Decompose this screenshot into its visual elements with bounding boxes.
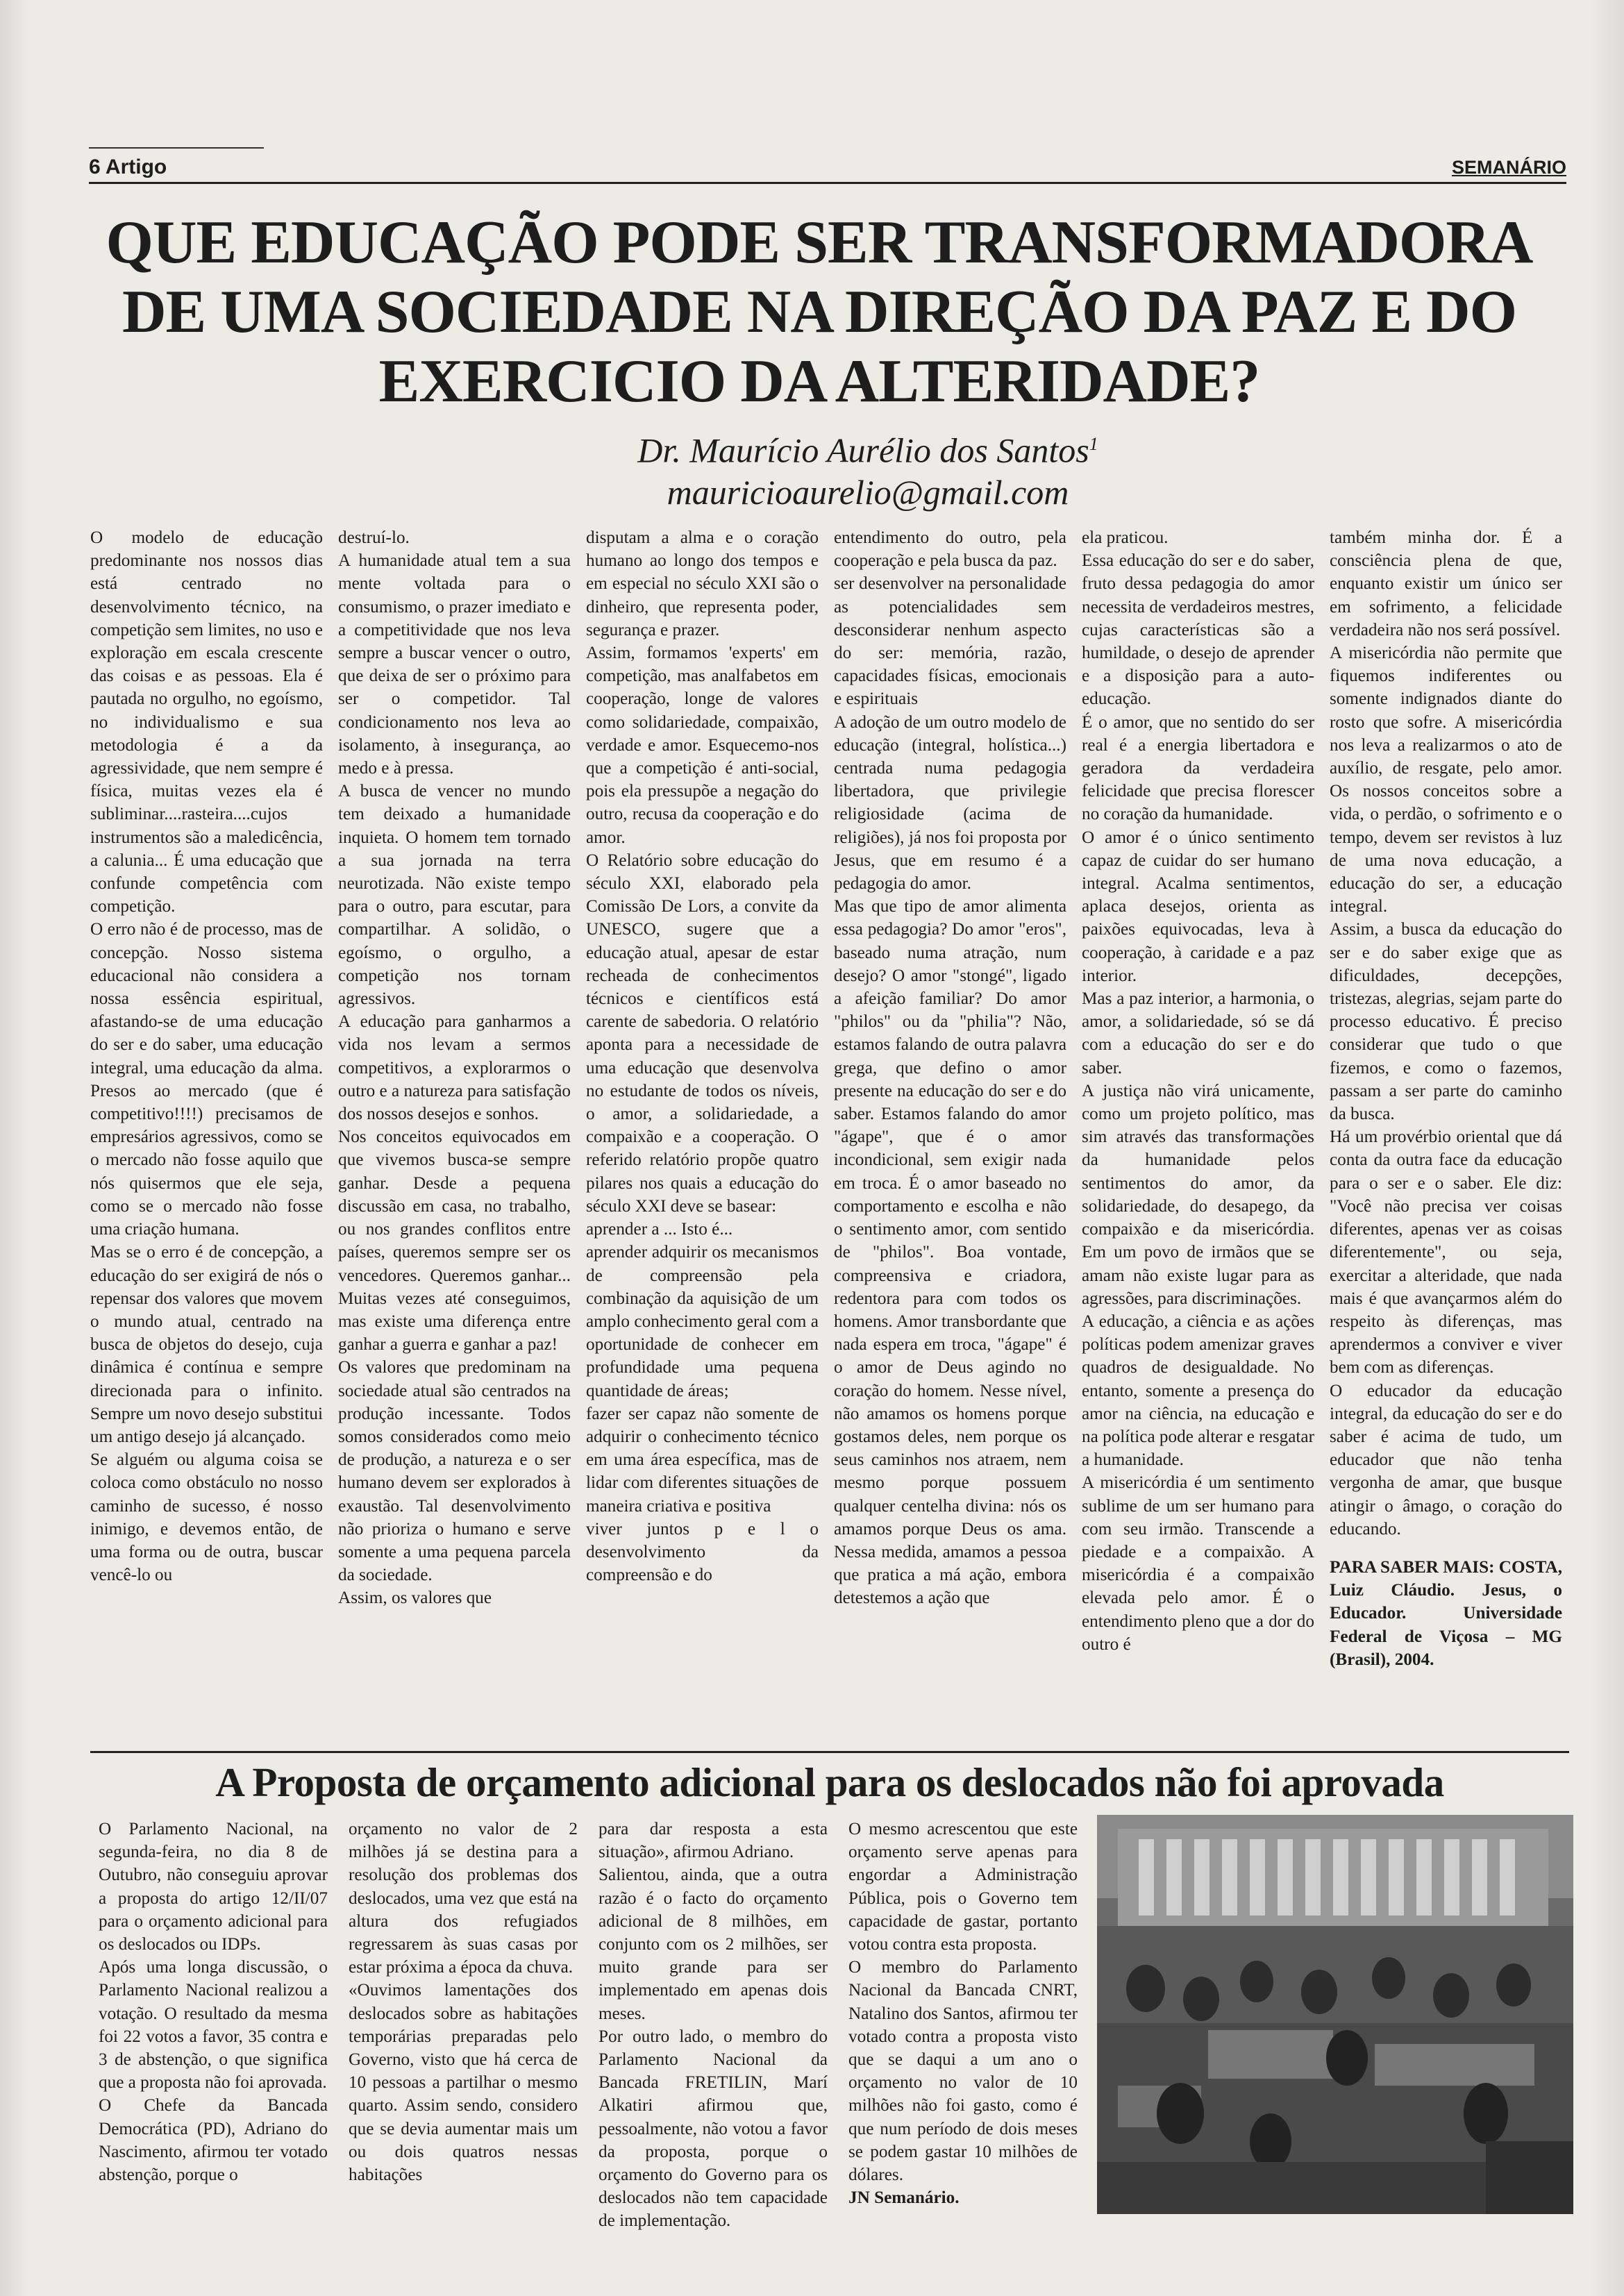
article2-column-3 bbox=[598, 1818, 828, 2234]
paragraph: Assim, os valores que bbox=[338, 1589, 492, 1608]
article2-signature: JN Semanário. bbox=[848, 2188, 960, 2208]
paragraph: A misericórdia é um sentimento sublime de um ser humano para com seu irmão. Transcende a piedade e a compaixão. A misericórdia é a compaixão elevada pelo amor. É o entendimento pleno que a dor do outro é bbox=[1082, 1473, 1314, 1654]
paragraph: Essa educação do ser e do saber, fruto dessa pedagogia do amor necessita de verdadeiros mestres, cujas características são a humildade, o desejo de aprender e a disposição para a auto-educação. bbox=[1082, 551, 1314, 709]
article2-column-1 bbox=[99, 1818, 328, 2234]
author-email: mauricioaurelio@gmail.com bbox=[667, 472, 1069, 512]
paragraph: O Chefe da Bancada Democrática (PD), Adriano do Nascimento, afirmou ter votado abstenção, porque o bbox=[99, 2096, 328, 2185]
paragraph: A misericórdia não permite que fiquemos indiferentes ou somente indignados diante do rosto que sofre. A misericórdia nos leva a realizarmos o ato de auxílio, de resgate, pelo amor. Os nossos conceitos sobre a vida, o perdão, o sofrimento e o tempo, devem ser revistos à luz de uma nova educação, a educação do ser, a educação integral. bbox=[1330, 644, 1562, 916]
article-body bbox=[90, 526, 1573, 1745]
article-column-6 bbox=[1330, 526, 1562, 1745]
page-number-rule bbox=[89, 147, 264, 149]
reference-note bbox=[1330, 1556, 1562, 1671]
paragraph: Os valores que predominam na sociedade atual são centrados na produção incessante. Todos somos considerados como meio de produção, a natureza e o ser humano devem ser explorados à exaustão. Tal desenvolvimento não prioriza o humano e serve somente a uma pequena parcela da sociedade. bbox=[338, 1358, 571, 1585]
paragraph: O mesmo acrescentou que este orçamento serve apenas para engordar a Administração Pública, pois o Governo tem capacidade de gastar, portanto votou contra esta proposta. bbox=[848, 1820, 1078, 1954]
paragraph: Por outro lado, o membro do Parlamento Nacional da Bancada FRETILIN, Marí Alkatiri afirmou que, pessoalmente, não votou a favor da proposta, porque o orçamento do Governo para os deslocados não tem capacidade de implementação. bbox=[598, 2027, 828, 2231]
article2-column-2 bbox=[349, 1818, 578, 2234]
paragraph: O modelo de educação predominante nos nossos dias está centrado no desenvolvimento técnico, na competição sem limites, no uso e exploração em escala crescente das coisas e as pessoas. Ela é pautada no orgulho, no egoísmo, no individualismo e sua metodologia é a da agressividade, que nem sempre é física, muitas vezes ela é subliminar....rasteira....cujos instrumentos são a maledicência, a calunia... É uma educação que confunde competência com competição. bbox=[90, 528, 323, 916]
photo-illustration bbox=[1097, 1815, 1573, 2214]
paragraph: Após uma longa discussão, o Parlamento Nacional realizou a votação. O resultado da mesma foi 22 votos a favor, 35 contra e 3 de abstenção, o que significa que a proposta não foi aprovada. bbox=[99, 1958, 328, 2093]
paragraph: O amor é o único sentimento capaz de cuidar do ser humano integral. Acalma sentimentos, aplaca desejos, orienta as paixões equivocadas, leva à cooperação, à caridade e a paz interior. bbox=[1082, 828, 1314, 985]
byline bbox=[417, 424, 1319, 513]
paragraph: A adoção de um outro modelo de educação (integral, holística...) centrada numa pedagogia libertadora, que privilegie religiosidade (acima de religiões), já nos foi proposta por Jesus, que em resumo é a pedagogia do amor. bbox=[834, 712, 1066, 894]
paragraph: A humanidade atual tem a sua mente voltada para o consumismo, o prazer imediato e a competitividade que nos leva sempre a buscar vencer o outro, que deixa de ser o próximo para ser o competidor. Tal condicionamento nos leva ao isolamento, à insegurança, ao medo e à pressa. bbox=[338, 551, 571, 778]
section-divider bbox=[90, 1751, 1569, 1753]
paragraph: Mas a paz interior, a harmonia, o amor, a solidariedade, só se dá com a educação do ser e do saber. bbox=[1082, 989, 1314, 1078]
author-name: Dr. Maurício Aurélio dos Santos bbox=[637, 430, 1089, 470]
paragraph: destruí-lo. bbox=[338, 528, 410, 547]
article-column-5 bbox=[1082, 526, 1314, 1745]
paragraph: ela praticou. bbox=[1082, 528, 1169, 547]
paragraph: Se alguém ou alguma coisa se coloca como obstáculo no nosso caminho de sucesso, é nosso inimigo, e devemos então, de uma forma ou de outra, buscar vencê-lo ou bbox=[90, 1450, 323, 1585]
paragraph: A educação, a ciência e as ações políticas podem amenizar graves quadros de desigualdade. No entanto, somente a presença do amor na ciência, na educação e na política pode alterar e resgatar a humanidade. bbox=[1082, 1312, 1314, 1470]
page-header bbox=[89, 154, 1566, 183]
paragraph: também minha dor. É a consciência plena de que, enquanto existir um único ser em sofrimento, a felicidade verdadeira não nos será possível. bbox=[1330, 528, 1562, 639]
paragraph: para dar resposta a esta situação», afirmou Adriano. bbox=[598, 1820, 828, 1862]
paragraph: Mas se o erro é de concepção, a educação do ser exigirá de nós o repensar dos valores que movem o mundo atual, centrado na busca de objetos do desejo, cuja dinâmica é contínua e sempre direcionada para o infinito. Sempre um novo desejo substitui um antigo desejo já alcançado. bbox=[90, 1243, 323, 1446]
paragraph: aprender a ... Isto é... bbox=[586, 1220, 733, 1239]
headline-line: DE UMA SOCIEDADE NA DIREÇÃO DA PAZ E DO bbox=[122, 278, 1517, 346]
paragraph: orçamento no valor de 2 milhões já se destina para a resolução dos problemas dos deslocados, uma vez que está na altura dos refugiados regressarem às suas casas por estar próxima a época da chuva. bbox=[349, 1820, 578, 1977]
paragraph: disputam a alma e o coração humano ao longo dos tempos e em especial no século XXI são o dinheiro, que representa poder, segurança e prazer. bbox=[586, 528, 819, 639]
paragraph: «Ouvimos lamentações dos deslocados sobre as habitações temporárias preparadas pelo Governo, visto que há cerca de 10 pessoas a partilhar o mesmo quarto. Assim sendo, considero que se devia aumentar mais um ou dois quatros nessas habitações bbox=[349, 1981, 578, 2185]
page-label: 6 Artigo bbox=[89, 156, 167, 178]
paragraph: O educador da educação integral, da educação do ser e do saber é acima de tudo, um educador que não tenha vergonha de amar, que busque atingir o âmago, o coração do educando. bbox=[1330, 1381, 1562, 1539]
paragraph: Há um provérbio oriental que dá conta da outra face da educação para o ser e o saber. Ele diz: "Você não precisa ver coisas diferentes, apenas ver as coisas diferentemente", ou seja, exercitar a alteridade, que nada mais é que avançarmos além do respeito às diferenças, mas aprendermos a conviver e viver bem com as diferenças. bbox=[1330, 1128, 1562, 1377]
author-footnote-mark: 1 bbox=[1089, 434, 1098, 454]
article2-headline: A Proposta de orçamento adicional para os deslocados não foi aprovada bbox=[215, 1759, 1444, 1805]
article-headline bbox=[76, 208, 1562, 417]
parliament-session-photo bbox=[1097, 1815, 1573, 2214]
reference-text: COSTA, Luiz Cláudio. Jesus, o Educador. Universidade Federal de Viçosa – MG (Brasil), 2004. bbox=[1330, 1557, 1562, 1669]
article2-body bbox=[99, 1818, 1098, 2234]
article2-column-4 bbox=[848, 1818, 1078, 2234]
paragraph: Mas que tipo de amor alimenta essa pedagogia? Do amor "eros", baseado numa atração, num desejo? O amor "stongé", ligado a afeição familiar? Do amor "philos" ou da "philia"? Não, estamos falando de outra palavra grega, que defino o amor presente na educação do ser e do saber. Estamos falando do amor "ágape", que é o amor incondicional, sem exigir nada em troca. É o amor baseado no comportamento e escolha e não o sentimento amor, com sentido de "philos". Boa vontade, compreensiva e criadora, redentora para com todos os homens. Amor transbordante que nada espera em troca, "ágape" é o amor de Deus agindo no coração do homem. Nesse nível, não amamos os homens porque gostamos deles, nem porque os seus caminhos nos atraem, nem mesmo porque possuem qualquer centelha divina: nós os amamos porque Deus os ama. Nessa medida, amamos a pessoa que pratica a má ação, embora detestemos a ação que bbox=[834, 897, 1066, 1608]
paragraph: A justiça não virá unicamente, como um projeto político, mas sim através das transformações da humanidade pelos sentimentos do amor, da solidariedade, do desapego, da compaixão e da misericórdia. Em um povo de irmãos que se amam não existe lugar para as agressões, para discriminações. bbox=[1082, 1081, 1314, 1308]
article-column-3 bbox=[586, 526, 819, 1745]
paragraph: O Relatório sobre educação do século XXI, elaborado pela Comissão De Lors, a convite da UNESCO, sugere que a educação atual, apesar de estar recheada de conhecimentos técnicos e científicos está carente de sabedoria. O relatório aponta para a necessidade de uma educação que desenvolva no estudante de todos os níveis, o amor, a solidariedade, a compaixão e a cooperação. O referido relatório propõe quatro pilares nos quais a educação do século XXI deve se basear: bbox=[586, 850, 819, 1216]
paragraph: entendimento do outro, pela cooperação e pela busca da paz. bbox=[834, 528, 1066, 571]
paragraph: Nos conceitos equivocados em que vivemos busca-se sempre ganhar. Desde a pequena discussão em casa, no trabalho, ou nos grandes conflitos entre países, queremos sempre ser os vencedores. Queremos ganhar... Muitas vezes até conseguimos, mas existe uma diferença entre ganhar a guerra e ganhar a paz! bbox=[338, 1128, 571, 1355]
paragraph: viver juntos p e l o desenvolvimento da compreensão e do bbox=[586, 1519, 819, 1585]
paragraph: O erro não é de processo, mas de concepção. Nosso sistema educacional não considera a nossa essência espiritual, afastando-se de uma educação do ser e do saber, uma educação integral, uma educação da alma. Presos ao mercado (que é competitivo!!!!) precisamos de empresários agressivos, como se o mercado não fosse aquilo que nós quisermos que ele seja, como se o mercado não fosse uma criação humana. bbox=[90, 920, 323, 1239]
headline-line: EXERCICIO DA ALTERIDADE? bbox=[378, 348, 1260, 415]
newspaper-brand: SEMANÁRIO bbox=[1451, 157, 1566, 178]
paragraph: Salientou, ainda, que a outra razão é o facto do orçamento adicional de 8 milhões, em conjunto com os 2 milhões, ser muito grande para ser implementado em apenas dois meses. bbox=[598, 1866, 828, 2023]
paragraph: Assim, a busca da educação do ser e do saber exige que as dificuldades, decepções, tristezas, alegrias, sejam parte do processo educativo. É preciso considerar que tudo o que fizemos, e como o fazemos, passam a ser parte do caminho da busca. bbox=[1330, 920, 1562, 1124]
paragraph: ser desenvolver na personalidade as potencialidades sem desconsiderar nenhum aspecto do ser: memória, razão, capacidades físicas, emocionais e espirituais bbox=[834, 574, 1066, 709]
paragraph: O Parlamento Nacional, na segunda-feira, no dia 8 de Outubro, não conseguiu aprovar a proposta do artigo 12/II/07 para o orçamento adicional para os deslocados ou IDPs. bbox=[99, 1820, 328, 1954]
paragraph: É o amor, que no sentido do ser real é a energia libertadora e geradora da verdadeira felicidade que precisa florescer no coração da humanidade. bbox=[1082, 712, 1314, 824]
article-column-4 bbox=[834, 526, 1066, 1745]
reference-label: PARA SABER MAIS: bbox=[1330, 1557, 1495, 1577]
paragraph: A busca de vencer no mundo tem deixado a humanidade inquieta. O homem tem tornado a sua jornada na terra neurotizada. Não existe tempo para o outro, para escutar, para compartilhar. A solidão, o egoísmo, o orgulho, a competição nos tornam agressivos. bbox=[338, 782, 571, 1009]
paragraph: O membro do Parlamento Nacional da Bancada CNRT, Natalino dos Santos, afirmou ter votado contra a proposta visto que se daqui a um ano o orçamento no valor de 10 milhões não foi gasto, como é que num período de dois meses se podem gastar 10 milhões de dólares. bbox=[848, 1958, 1078, 2185]
article-column-1 bbox=[90, 526, 323, 1745]
article-column-2 bbox=[338, 526, 571, 1745]
header-rule bbox=[89, 182, 1566, 184]
headline-line: QUE EDUCAÇÃO PODE SER TRANSFORMADORA bbox=[106, 209, 1533, 276]
paragraph: fazer ser capaz não somente de adquirir o conhecimento técnico em uma área específica, mas de lidar com diferentes situações de maneira criativa e positiva bbox=[586, 1404, 819, 1516]
paragraph: Assim, formamos 'experts' em competição, mas analfabetos em cooperação, longe de valores como solidariedade, compaixão, verdade e amor. Esquecemo-nos que a competição é anti-social, pois ela pressupõe a negação do outro, recusa da cooperação e do amor. bbox=[586, 644, 819, 847]
paragraph: aprender adquirir os mecanismos de compreensão pela combinação da aquisição de um amplo conhecimento geral com a oportunidade de conhecer em profundidade uma pequena quantidade de áreas; bbox=[586, 1243, 819, 1400]
paragraph: A educação para ganharmos a vida nos levam a sermos competitivos, a explorarmos o outro e a natureza para satisfação dos nossos desejos e sonhos. bbox=[338, 1012, 571, 1124]
